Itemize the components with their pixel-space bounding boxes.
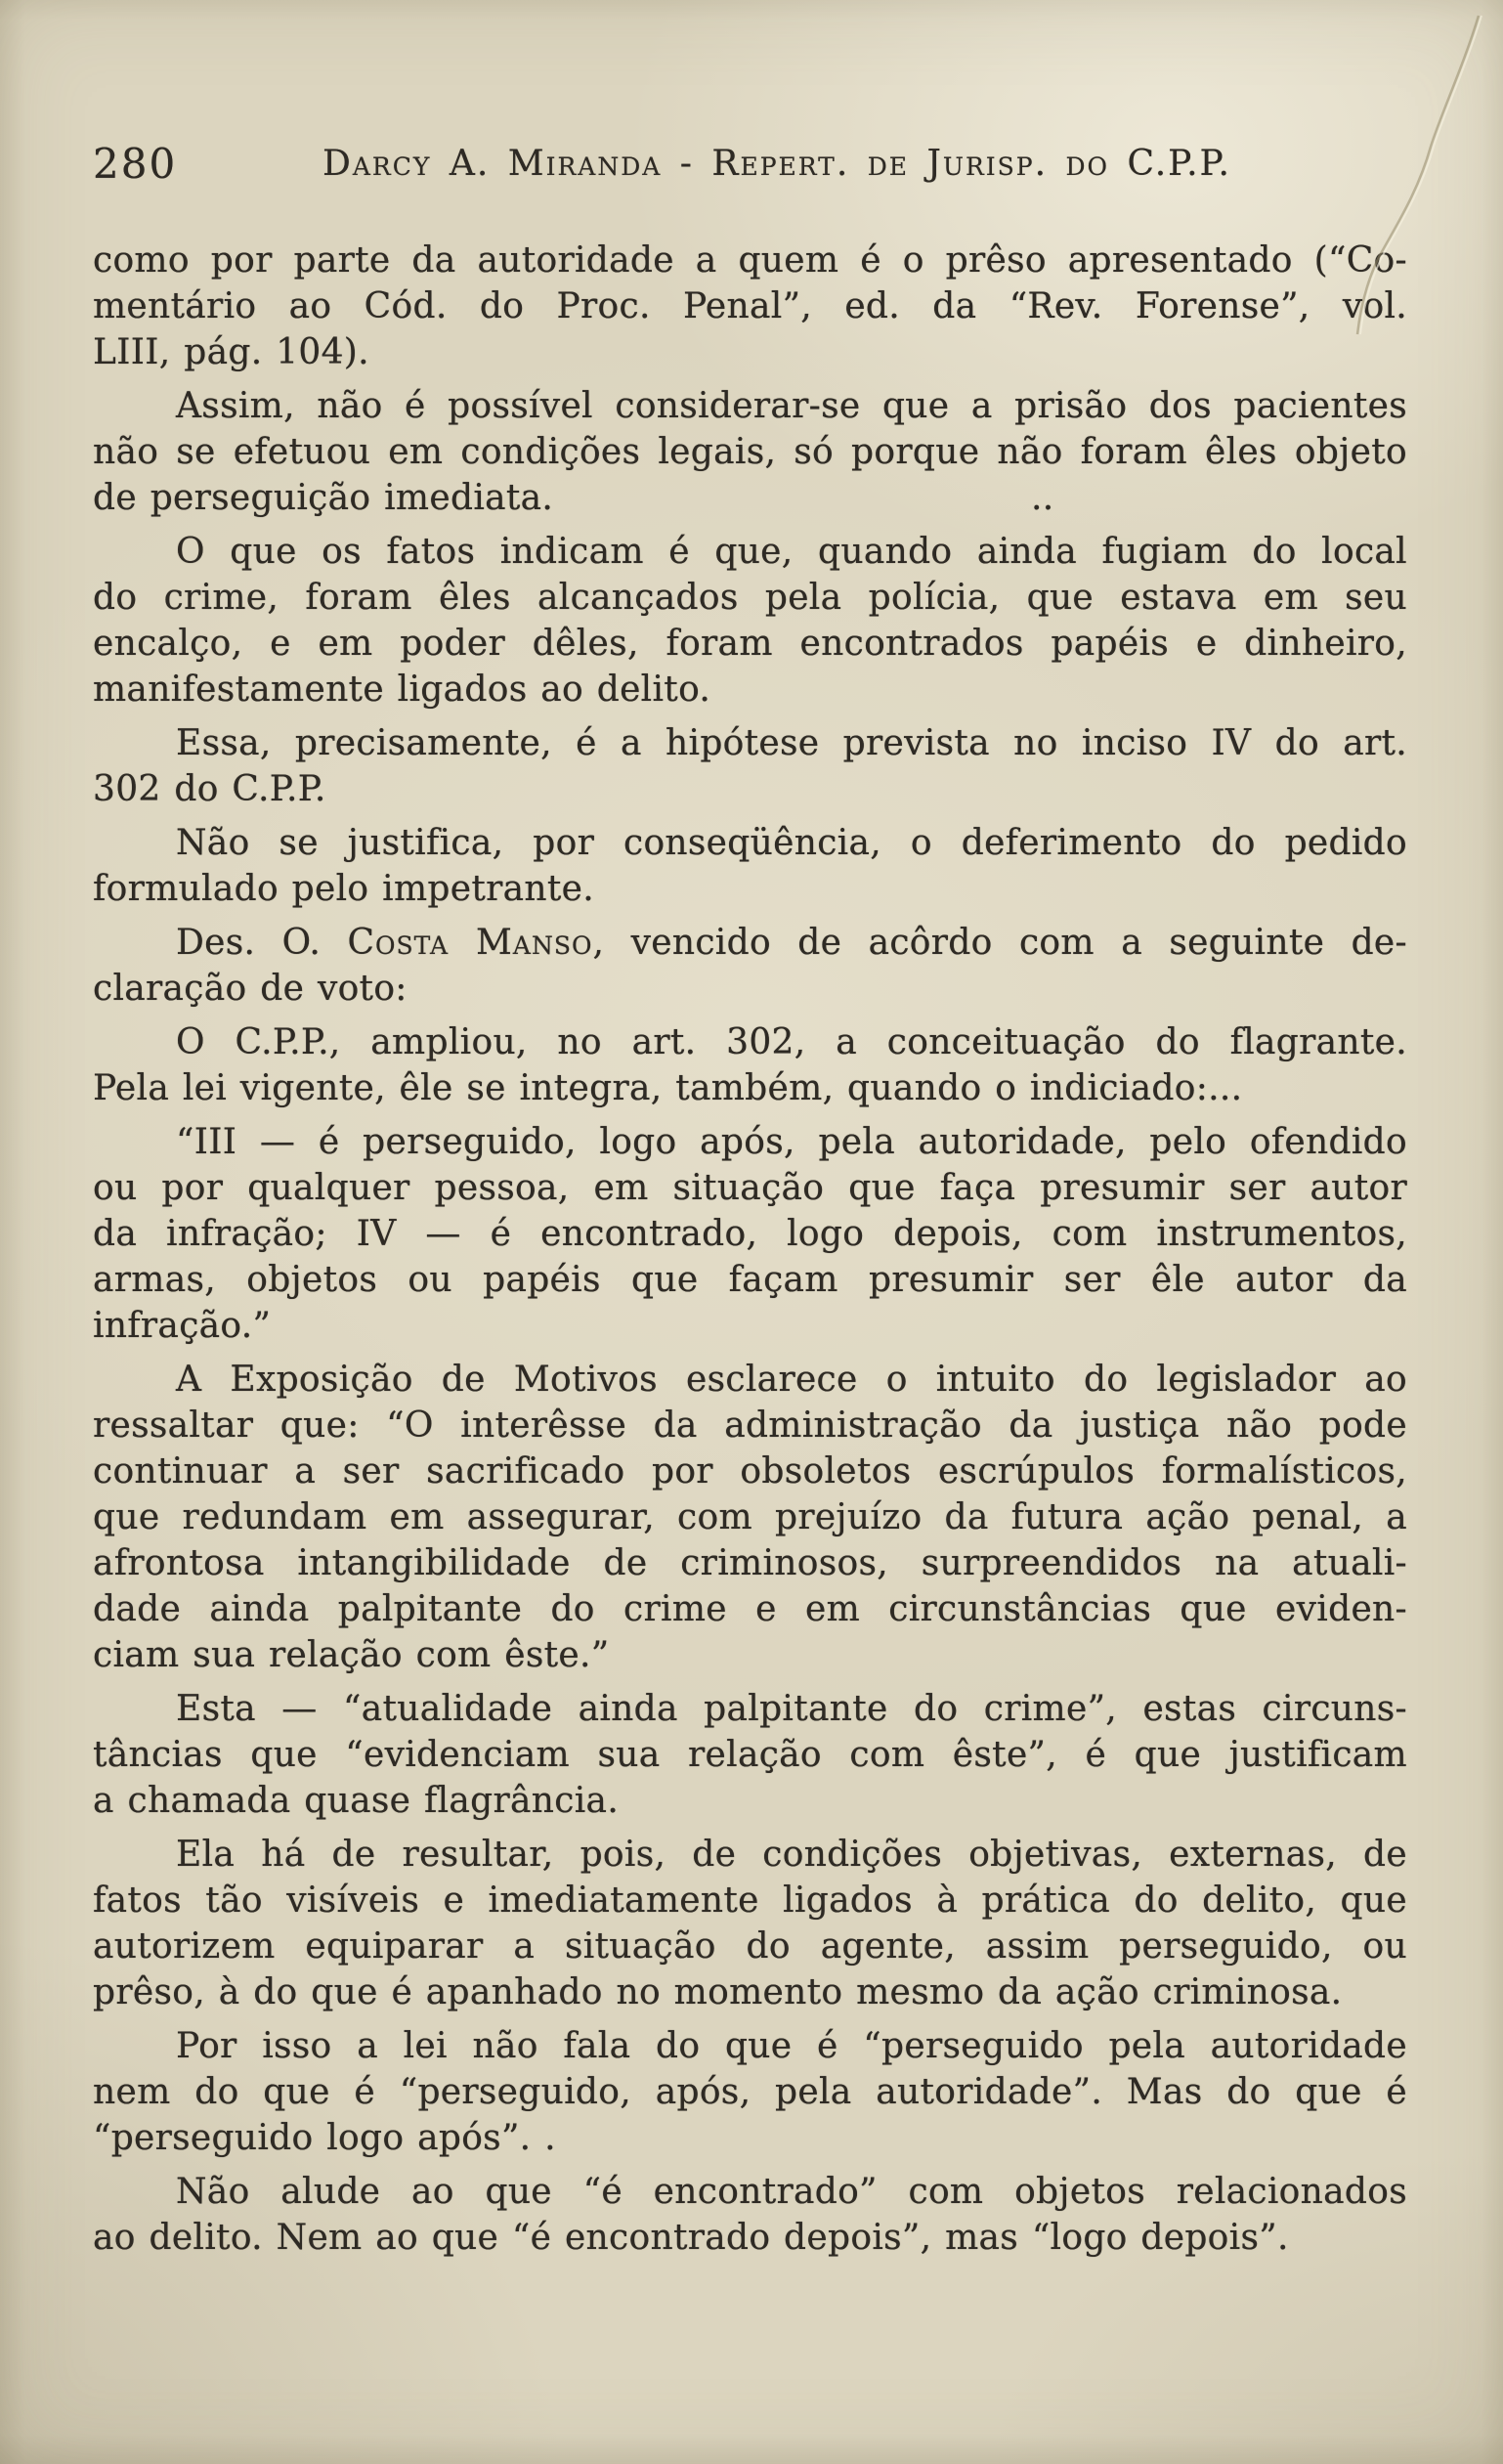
paragraph — [93, 1019, 1407, 1111]
text-line — [93, 920, 1407, 966]
text-run: Des. O. — [176, 923, 348, 963]
text-line: Não alude ao que “é encontrado” com objetos relacionados — [176, 2172, 1407, 2212]
text-line: como por parte da autoridade a quem é o prêso apresentado (“Co- — [93, 240, 1407, 281]
paragraph — [93, 238, 1407, 375]
text-line: a chamada quase flagrância. — [93, 1781, 620, 1821]
text-line: Esta — “atualidade ainda palpitante do crime”, estas circuns- — [176, 1689, 1407, 1729]
text-line: encalço, e em poder dêles, foram encontrados papéis e dinheiro, — [93, 624, 1407, 664]
text-line: Assim, não é possível considerar-se que a prisão dos pacientes — [176, 386, 1407, 426]
text-line: fatos tão visíveis e imediatamente ligados à prática do delito, que — [93, 1880, 1407, 1921]
text-line: Pela lei vigente, êle se integra, também, quando o indiciado:... — [93, 1068, 1243, 1108]
text-block — [93, 238, 1407, 2261]
text-run: , vencido de acôrdo com a seguinte de- — [592, 923, 1407, 963]
text-line: ao delito. Nem ao que “é encontrado depois”, mas “logo depois”. — [93, 2218, 1289, 2258]
paragraph — [93, 2023, 1407, 2161]
text-run: de perseguição imediata. — [93, 478, 554, 518]
paragraph — [93, 383, 1407, 521]
text-line: da infração; IV — é encontrado, logo depois, com instrumentos, — [93, 1214, 1407, 1254]
text-line: armas, objetos ou papéis que façam presumir ser êle autor da — [93, 1260, 1407, 1300]
stray-dots: .. — [1031, 478, 1054, 518]
text-line: ciam sua relação com êste.” — [93, 1635, 610, 1675]
text-line: dade ainda palpitante do crime e em circunstâncias que eviden- — [93, 1589, 1407, 1629]
paragraph — [93, 1357, 1407, 1678]
text-line: Essa, precisamente, é a hipótese prevista no inciso IV do art. — [176, 723, 1407, 763]
paragraph — [93, 2169, 1407, 2261]
text-line: do crime, foram êles alcançados pela polícia, que estava em seu — [93, 578, 1407, 618]
text-line: autorizem equiparar a situação do agente, assim perseguido, ou — [93, 1926, 1407, 1967]
paragraph — [93, 1686, 1407, 1824]
page-number: 280 — [93, 140, 178, 188]
text-line: LIII, pág. 104). — [93, 332, 369, 372]
text-line: formulado pelo impetrante. — [93, 869, 594, 909]
text-line: afrontosa intangibilidade de criminosos, surpreendidos na atuali- — [93, 1543, 1407, 1583]
text-line: O C.P.P., ampliou, no art. 302, a conceituação do flagrante. — [176, 1022, 1407, 1062]
text-line: não se efetuou em condições legais, só porque não foram êles objeto — [93, 432, 1407, 472]
text-line: nem do que é “perseguido, após, pela autoridade”. Mas do que é — [93, 2072, 1407, 2112]
text-line — [93, 475, 1407, 521]
paragraph — [93, 720, 1407, 812]
text-line: Ela há de resultar, pois, de condições objetivas, externas, de — [176, 1835, 1407, 1875]
smallcaps-name: Costa Manso — [347, 923, 593, 963]
text-line: A Exposição de Motivos esclarece o intuito do legislador ao — [176, 1360, 1407, 1400]
text-line: O que os fatos indicam é que, quando ainda fugiam do local — [176, 532, 1407, 572]
text-line: Não se justifica, por conseqüência, o deferimento do pedido — [176, 823, 1407, 863]
paragraph — [93, 920, 1407, 1012]
paragraph — [93, 1832, 1407, 2015]
text-line: 302 do C.P.P. — [93, 769, 326, 809]
text-line: continuar a ser sacrificado por obsoletos escrúpulos formalísticos, — [93, 1451, 1407, 1491]
running-title: Darcy A. Miranda - Repert. de Jurisp. do C.P.P. — [322, 144, 1231, 184]
text-line: infração.” — [93, 1306, 272, 1346]
text-line: que redundam em assegurar, com prejuízo da futura ação penal, a — [93, 1497, 1407, 1537]
paragraph — [93, 820, 1407, 912]
text-line: prêso, à do que é apanhado no momento mesmo da ação criminosa. — [93, 1972, 1343, 2012]
text-line: “III — é perseguido, logo após, pela autoridade, pelo ofendido — [176, 1122, 1407, 1162]
running-header — [93, 140, 1405, 189]
text-line: ou por qualquer pessoa, em situação que faça presumir ser autor — [93, 1168, 1407, 1208]
paragraph — [93, 1119, 1407, 1349]
paragraph — [93, 529, 1407, 713]
text-line: claração de voto: — [93, 969, 408, 1009]
text-line: ressaltar que: “O interêsse da administração da justiça não pode — [93, 1405, 1407, 1446]
text-line: tâncias que “evidenciam sua relação com êste”, é que justificam — [93, 1735, 1407, 1775]
text-line: Por isso a lei não fala do que é “perseguido pela autoridade — [176, 2026, 1407, 2066]
text-line: mentário ao Cód. do Proc. Penal”, ed. da “Rev. Forense”, vol. — [93, 286, 1407, 326]
text-line: manifestamente ligados ao delito. — [93, 670, 711, 710]
text-line: “perseguido logo após”. . — [93, 2118, 556, 2158]
